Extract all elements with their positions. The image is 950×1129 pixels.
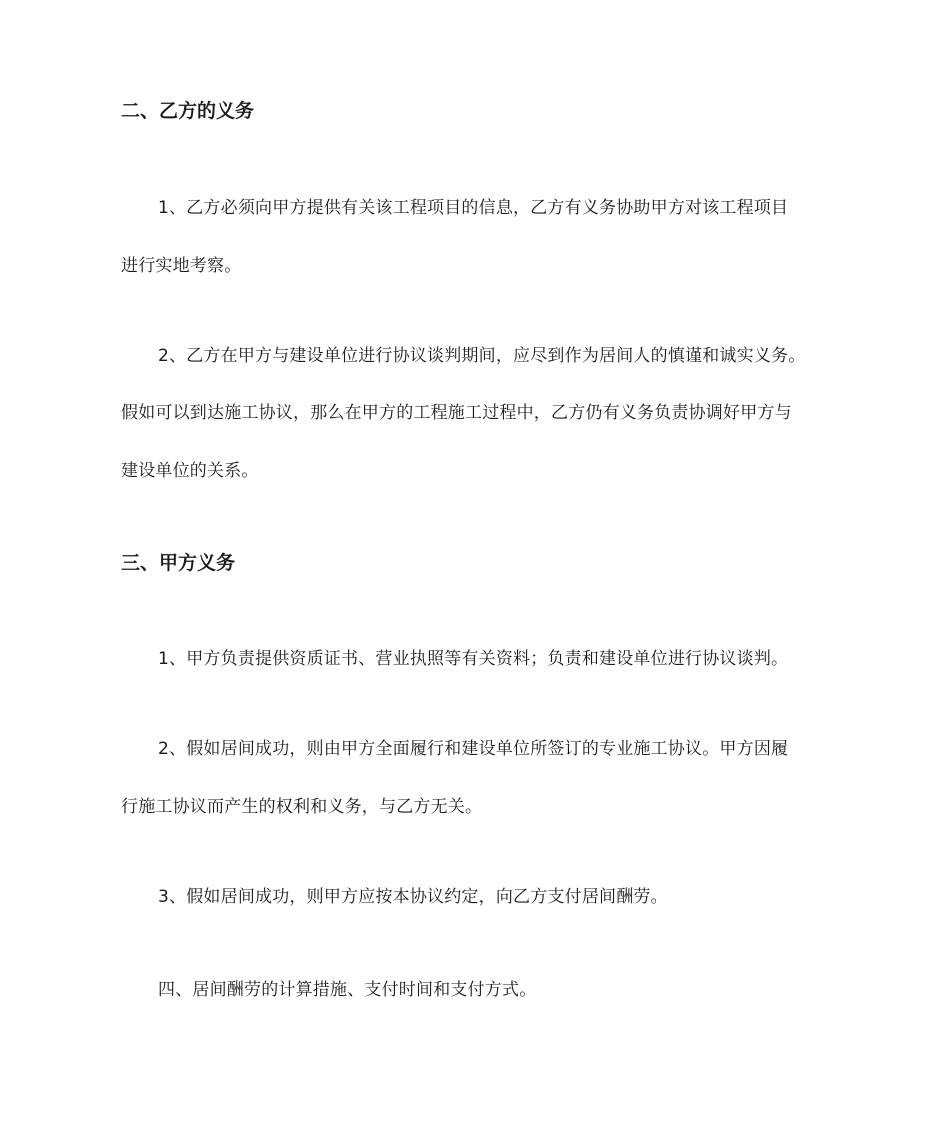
paragraph-line: 建设单位的关系。 xyxy=(121,461,259,481)
section-4-intro-line: 四、居间酬劳的计算措施、支付时间和支付方式。 xyxy=(158,980,537,1000)
paragraph-line: 1、乙方必须向甲方提供有关该工程项目的信息，乙方有义务协助甲方对该工程项目 xyxy=(158,198,789,218)
section-heading-party-b-obligations: 二、乙方的义务 xyxy=(121,100,255,122)
paragraph-line: 3、假如居间成功，则甲方应按本协议约定，向乙方支付居间酬劳。 xyxy=(158,887,668,907)
paragraph-line: 2、乙方在甲方与建设单位进行协议谈判期间，应尽到作为居间人的慎谨和诚实义务。 xyxy=(158,346,806,366)
paragraph-line: 1、甲方负责提供资质证书、营业执照等有关资料；负责和建设单位进行协议谈判。 xyxy=(158,649,789,669)
paragraph-line: 行施工协议而产生的权利和义务，与乙方无关。 xyxy=(121,797,483,817)
paragraph-line: 进行实地考察。 xyxy=(121,256,242,276)
paragraph-line: 2、假如居间成功，则由甲方全面履行和建设单位所签订的专业施工协议。甲方因履 xyxy=(158,739,789,759)
section-heading-party-a-obligations: 三、甲方义务 xyxy=(121,552,236,574)
paragraph-line: 假如可以到达施工协议，那么在甲方的工程施工过程中，乙方仍有义务负责协调好甲方与 xyxy=(121,403,792,423)
